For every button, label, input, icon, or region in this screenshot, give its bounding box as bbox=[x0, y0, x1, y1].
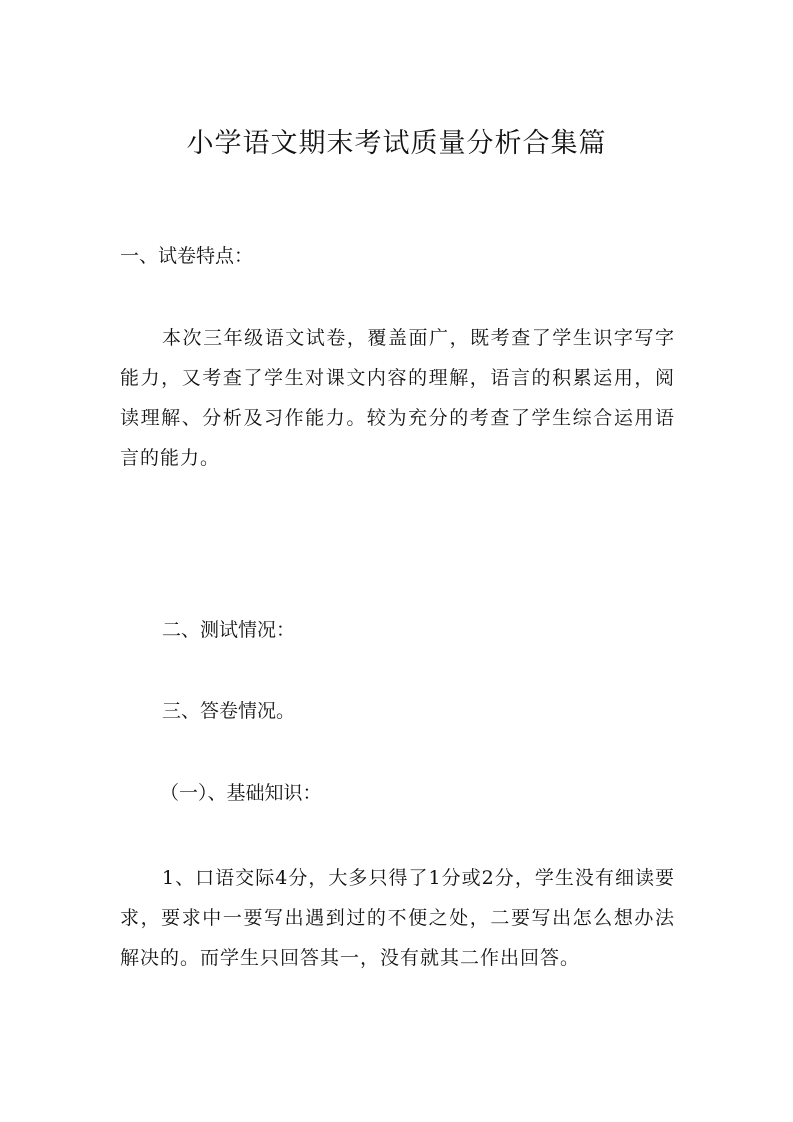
section-1-paragraph: 本次三年级语文试卷，覆盖面广，既考查了学生识字写字能力，又考查了学生对课文内容的理解，语言的积累运用，阅读理解、分析及习作能力。较为充分的考查了学生综合运用语言的能力。 bbox=[120, 327, 675, 469]
section-2-heading: 二、测试情况： bbox=[162, 619, 296, 641]
document-title: 小学语文期末考试质量分析合集篇 bbox=[186, 128, 607, 159]
section-1-heading: 一、试卷特点： bbox=[120, 245, 254, 267]
item-1-paragraph: 1、口语交际4分，大多只得了1分或2分，学生没有细读要求，要求中一要写出遇到过的不便之处，二要写出怎么想办法解决的。而学生只回答其一，没有就其二作出回答。 bbox=[120, 867, 675, 969]
section-3-heading: 三、答卷情况。 bbox=[162, 700, 296, 722]
subsection-1-heading: （一）、基础知识： bbox=[160, 782, 322, 804]
